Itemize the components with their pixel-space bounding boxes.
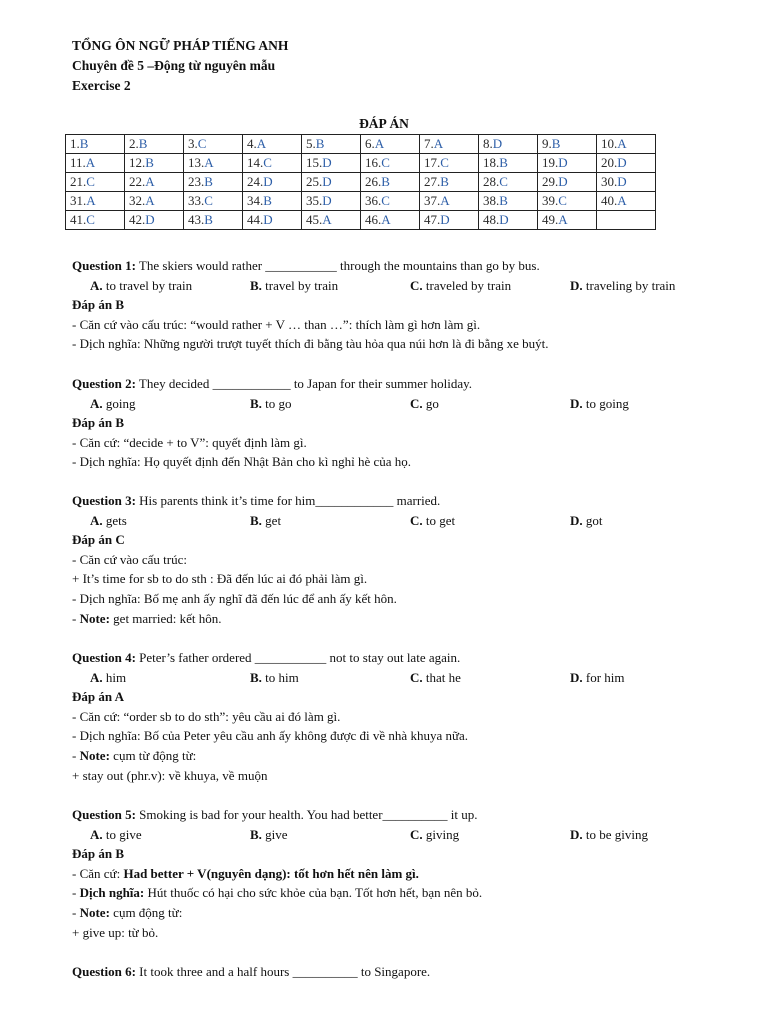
answer-cell (420, 192, 479, 211)
answer-letter: C (204, 193, 213, 208)
option-text: to going (582, 395, 629, 411)
answer-cell (302, 135, 361, 154)
answer-cell (597, 192, 656, 211)
option-text: gets (102, 512, 127, 528)
answer-option (570, 825, 648, 845)
question-number: 46. (365, 212, 382, 227)
option-letter: D. (570, 277, 583, 293)
answer-letter: C (263, 155, 272, 170)
explanation-text: + stay out (phr.v): về khuya, về muộn (72, 767, 268, 783)
question-number: 49. (542, 212, 559, 227)
explanation-text: - Căn cứ: “decide + to V”: quyết định làm gì. (72, 434, 307, 450)
question-number: 15. (306, 155, 323, 170)
answer-cell (361, 211, 420, 230)
explanation-bold: Note: (79, 904, 110, 920)
explanation-line (72, 433, 752, 453)
option-text: got (582, 512, 603, 528)
answer-cell (66, 173, 125, 192)
question-text: They decided ____________ to Japan for their summer holiday. (135, 376, 473, 391)
answer-letter: B (79, 136, 89, 151)
answer-cell (66, 135, 125, 154)
answer-option (250, 276, 338, 296)
option-letter: D. (570, 669, 583, 685)
option-text: traveling by train (582, 277, 676, 293)
question-number: 48. (483, 212, 500, 227)
answer-cell (361, 154, 420, 173)
answer-letter: D (558, 174, 568, 189)
explanation-text: - Dịch nghĩa: Những người trượt tuyết thích đi bằng tàu hỏa qua núi hơn là đi bằng xe buýt. (72, 336, 549, 352)
answer-letter: C (558, 193, 567, 208)
question-text: The skiers would rather ___________ through the mountains than go by bus. (135, 258, 540, 273)
explanation-text: Hút thuốc có hại cho sức khỏe của bạn. Tốt hơn hết, bạn nên bỏ. (144, 885, 483, 901)
answer-letter: C (86, 174, 95, 189)
answer-letter: D (322, 155, 332, 170)
answer-row (66, 211, 656, 230)
explanation-text: + give up: từ bỏ. (72, 924, 159, 940)
answer-cell (125, 211, 184, 230)
explanation-line (72, 883, 752, 903)
answer-cell (479, 192, 538, 211)
question-number: 2. (129, 136, 139, 151)
answer-option (250, 825, 288, 845)
answer-option (90, 394, 136, 414)
question-stem (72, 491, 752, 511)
answer-letter: A (85, 155, 96, 170)
question-number: 20. (601, 155, 618, 170)
option-text: giving (422, 826, 460, 842)
answer-options (72, 276, 752, 296)
option-text: him (102, 669, 127, 685)
answer-cell (125, 173, 184, 192)
explanation-bold: Had better + V(nguyên dạng): tốt hơn hết nên làm gì. (123, 865, 419, 881)
question-label: Question 5: (72, 807, 136, 822)
answer-option (90, 825, 142, 845)
answer-cell (361, 173, 420, 192)
answer-letter: B (315, 136, 325, 151)
explanation-line (72, 707, 752, 727)
answer-letter: B (204, 174, 213, 189)
explanation-line (72, 864, 752, 884)
answer-letter: A (558, 212, 568, 227)
explanation-text: cụm từ động từ: (109, 747, 197, 763)
answer-option (410, 668, 461, 688)
answer-option (90, 276, 192, 296)
answer-cell (302, 211, 361, 230)
answer-letter: D (263, 212, 273, 227)
explanation-bold: Note: (79, 747, 110, 763)
answer-cell (597, 211, 656, 230)
question-number: 31. (70, 193, 87, 208)
question-text: His parents think it’s time for him____________ married. (135, 493, 441, 508)
topic-title: Chuyên đề 5 –Động từ nguyên mẫu (72, 58, 276, 73)
answer-cell (361, 192, 420, 211)
question-number: 13. (188, 155, 205, 170)
answer-options (72, 394, 752, 414)
answer-cell (243, 135, 302, 154)
answer-letter: A (322, 212, 332, 227)
question-number: 11. (70, 155, 86, 170)
question-stem (72, 256, 752, 276)
answer-letter: D (617, 155, 627, 170)
answer-option (570, 668, 625, 688)
answer-cell (125, 154, 184, 173)
answer-cell (538, 211, 597, 230)
question-stem (72, 648, 752, 668)
answer-cell (538, 173, 597, 192)
question-number: 12. (129, 155, 146, 170)
explanation-text: - Dịch nghĩa: Họ quyết định đến Nhật Bản cho kì nghỉ hè của họ. (72, 454, 412, 470)
option-letter: B. (250, 277, 262, 293)
option-text: to him (261, 669, 299, 685)
answer-letter: B (551, 136, 561, 151)
answer-letter: B (204, 212, 213, 227)
question-number: 22. (129, 174, 146, 189)
question-number: 29. (542, 174, 559, 189)
answer-letter: B (138, 136, 148, 151)
explanation-line (72, 746, 752, 766)
answer-cell (125, 135, 184, 154)
answer-letter: A (374, 136, 385, 151)
explanation-line (72, 569, 752, 589)
answer-cell (302, 192, 361, 211)
question-text: It took three and a half hours __________ to Singapore. (135, 964, 431, 979)
answer-options (72, 825, 752, 845)
answer-cell (125, 192, 184, 211)
answer-letter: D (145, 212, 155, 227)
answer-letter: A (145, 174, 155, 189)
question-number: 32. (129, 193, 146, 208)
explanation-line (72, 766, 752, 786)
question-block (72, 648, 752, 785)
answer-letter: D (499, 212, 509, 227)
answer-cell (538, 135, 597, 154)
answer-letter: A (381, 212, 391, 227)
question-number: 17. (424, 155, 441, 170)
option-letter: A. (90, 826, 103, 842)
option-letter: C. (410, 277, 423, 293)
explanation-line (72, 550, 752, 570)
answer-cell (538, 154, 597, 173)
question-number: 30. (601, 174, 618, 189)
option-text: traveled by train (422, 277, 512, 293)
answer-letter: C (440, 155, 449, 170)
answer-letter: A (440, 193, 450, 208)
answer-heading: Đáp án B (72, 846, 125, 862)
option-letter: C. (410, 395, 423, 411)
answer-options (72, 668, 752, 688)
answer-letter: A (256, 136, 267, 151)
question-number: 41. (70, 212, 87, 227)
answer-cell (479, 173, 538, 192)
question-number: 40. (601, 193, 618, 208)
explanation-text: - (72, 904, 80, 920)
question-number: 7. (424, 136, 434, 151)
answer-row (66, 173, 656, 192)
answer-option (250, 668, 299, 688)
question-number: 38. (483, 193, 500, 208)
answer-letter: A (86, 193, 96, 208)
option-letter: A. (90, 512, 103, 528)
explanation-text: - Căn cứ vào cấu trúc: (72, 551, 187, 567)
question-stem (72, 805, 752, 825)
answer-cell (538, 192, 597, 211)
explanation-line (72, 589, 752, 609)
answer-key-title: ĐÁP ÁN (359, 116, 409, 131)
answer-letter: B (499, 155, 508, 170)
document-title: TỔNG ÔN NGỮ PHÁP TIẾNG ANH (72, 38, 289, 53)
question-label: Question 1: (72, 258, 136, 273)
answer-cell (66, 192, 125, 211)
answer-cell (302, 173, 361, 192)
answer-cell (184, 154, 243, 173)
question-number: 27. (424, 174, 441, 189)
answer-row (66, 154, 656, 173)
answer-option (410, 825, 459, 845)
option-letter: B. (250, 512, 262, 528)
question-number: 4. (247, 136, 257, 151)
answer-cell (243, 192, 302, 211)
question-number: 19. (542, 155, 559, 170)
answer-option (90, 668, 126, 688)
answer-letter: C (381, 193, 390, 208)
question-block (72, 805, 752, 942)
answer-cell (420, 154, 479, 173)
option-text: to get (422, 512, 456, 528)
explanation-text: get married: kết hôn. (109, 610, 222, 626)
answer-cell (597, 173, 656, 192)
option-text: for him (582, 669, 625, 685)
answer-option (410, 276, 511, 296)
question-number: 42. (129, 212, 146, 227)
explanation-line (72, 903, 752, 923)
question-number: 26. (365, 174, 382, 189)
answer-cell (66, 211, 125, 230)
explanation-text: cụm động từ: (109, 904, 183, 920)
question-number: 33. (188, 193, 205, 208)
answer-cell (243, 211, 302, 230)
question-stem (72, 374, 752, 394)
answer-letter: A (433, 136, 444, 151)
explanation-text: - Dịch nghĩa: Bố mẹ anh ấy nghĩ đã đến lúc để anh ấy kết hôn. (72, 590, 397, 606)
question-number: 28. (483, 174, 500, 189)
option-letter: B. (250, 395, 262, 411)
option-letter: B. (250, 826, 262, 842)
explanation-text: - Căn cứ: (72, 865, 124, 881)
explanation-bold: Dịch nghĩa: (79, 885, 145, 901)
explanation-text: - (72, 885, 80, 901)
question-number: 18. (483, 155, 500, 170)
question-number: 36. (365, 193, 382, 208)
answer-option (570, 511, 603, 531)
answer-row (66, 135, 656, 154)
question-block (72, 962, 752, 982)
answer-option (570, 394, 629, 414)
option-text: give (261, 826, 288, 842)
explanation-line (72, 609, 752, 629)
option-letter: C. (410, 669, 423, 685)
question-text: Peter’s father ordered ___________ not to stay out late again. (135, 650, 461, 665)
answer-letter: B (263, 193, 272, 208)
answer-heading: Đáp án B (72, 415, 125, 431)
question-number: 23. (188, 174, 205, 189)
answer-cell (184, 135, 243, 154)
option-letter: C. (410, 512, 423, 528)
question-number: 44. (247, 212, 264, 227)
answer-heading: Đáp án C (72, 532, 125, 548)
question-number: 21. (70, 174, 87, 189)
option-text: to go (261, 395, 292, 411)
question-number: 39. (542, 193, 559, 208)
answer-cell (479, 154, 538, 173)
answer-row (66, 192, 656, 211)
answer-letter: C (499, 174, 508, 189)
explanation-text: - (72, 747, 80, 763)
option-letter: D. (570, 826, 583, 842)
question-number: 45. (306, 212, 323, 227)
answer-letter: C (381, 155, 390, 170)
answer-letter: A (617, 136, 627, 151)
option-letter: A. (90, 669, 103, 685)
answer-letter: D (617, 174, 627, 189)
answer-cell (420, 173, 479, 192)
option-letter: A. (90, 277, 103, 293)
answer-cell (243, 173, 302, 192)
answer-cell (479, 211, 538, 230)
option-text: that he (422, 669, 461, 685)
answer-letter: B (499, 193, 508, 208)
explanation-line (72, 923, 752, 943)
answer-cell (597, 135, 656, 154)
option-text: to give (102, 826, 142, 842)
answer-letter: A (145, 193, 155, 208)
answer-option (250, 511, 281, 531)
question-block (72, 374, 752, 472)
answer-letter: D (263, 174, 273, 189)
answer-cell (420, 135, 479, 154)
question-number: 8. (483, 136, 493, 151)
answer-letter: D (492, 136, 503, 151)
option-text: get (261, 512, 282, 528)
answer-cell (243, 154, 302, 173)
answer-cell (420, 211, 479, 230)
answer-cell (184, 173, 243, 192)
answer-option (410, 511, 455, 531)
answer-letter: C (197, 136, 207, 151)
question-number: 34. (247, 193, 264, 208)
answer-letter: B (440, 174, 449, 189)
question-text: Smoking is bad for your health. You had better__________ it up. (135, 807, 478, 822)
answer-cell (184, 192, 243, 211)
answer-heading: Đáp án A (72, 689, 125, 705)
question-label: Question 3: (72, 493, 136, 508)
question-number: 5. (306, 136, 316, 151)
question-number: 6. (365, 136, 375, 151)
answer-cell (66, 154, 125, 173)
answer-cell (361, 135, 420, 154)
question-number: 9. (542, 136, 552, 151)
answer-heading: Đáp án B (72, 297, 125, 313)
answer-option (410, 394, 439, 414)
answer-option (90, 511, 127, 531)
question-label: Question 2: (72, 376, 136, 391)
explanation-text: - Căn cứ: “order sb to do sth”: yêu cầu ai đó làm gì. (72, 708, 341, 724)
question-number: 16. (365, 155, 382, 170)
question-stem (72, 962, 752, 982)
explanation-line (72, 452, 752, 472)
question-number: 1. (70, 136, 80, 151)
answer-letter: A (617, 193, 627, 208)
question-number: 10. (601, 136, 618, 151)
answer-cell (184, 211, 243, 230)
answer-options (72, 511, 752, 531)
answer-cell (302, 154, 361, 173)
option-letter: D. (570, 395, 583, 411)
explanation-text: + It’s time for sb to do sth : Đã đến lúc ai đó phải làm gì. (72, 571, 368, 587)
answer-letter: D (322, 193, 332, 208)
option-text: going (102, 395, 136, 411)
question-block (72, 256, 752, 354)
option-text: travel by train (261, 277, 339, 293)
option-letter: C. (410, 826, 423, 842)
answer-option (570, 276, 675, 296)
question-label: Question 6: (72, 964, 136, 979)
question-number: 37. (424, 193, 441, 208)
answer-key-table (65, 134, 656, 230)
question-number: 3. (188, 136, 198, 151)
question-number: 25. (306, 174, 323, 189)
answer-letter: A (204, 155, 214, 170)
answer-letter: D (322, 174, 332, 189)
question-number: 35. (306, 193, 323, 208)
answer-letter: B (381, 174, 390, 189)
question-number: 14. (247, 155, 264, 170)
answer-cell (479, 135, 538, 154)
option-text: to be giving (582, 826, 648, 842)
explanation-line (72, 334, 752, 354)
question-number: 47. (424, 212, 441, 227)
explanation-text: - (72, 610, 80, 626)
question-block (72, 491, 752, 628)
option-letter: A. (90, 395, 103, 411)
explanation-line (72, 726, 752, 746)
answer-cell (597, 154, 656, 173)
explanation-text: - Dịch nghĩa: Bố của Peter yêu cầu anh ấy không được đi về nhà khuya nữa. (72, 728, 469, 744)
explanation-bold: Note: (79, 610, 110, 626)
question-number: 24. (247, 174, 264, 189)
question-number: 43. (188, 212, 205, 227)
exercise-title: Exercise 2 (72, 78, 131, 93)
answer-letter: C (86, 212, 95, 227)
answer-letter: B (145, 155, 154, 170)
answer-letter: D (440, 212, 450, 227)
explanation-text: - Căn cứ vào cấu trúc: “would rather + V … than …”: thích làm gì hơn làm gì. (72, 316, 481, 332)
option-letter: D. (570, 512, 583, 528)
option-letter: B. (250, 669, 262, 685)
option-text: go (422, 395, 439, 411)
answer-option (250, 394, 292, 414)
explanation-line (72, 315, 752, 335)
question-label: Question 4: (72, 650, 136, 665)
answer-letter: D (558, 155, 568, 170)
option-text: to travel by train (102, 277, 193, 293)
